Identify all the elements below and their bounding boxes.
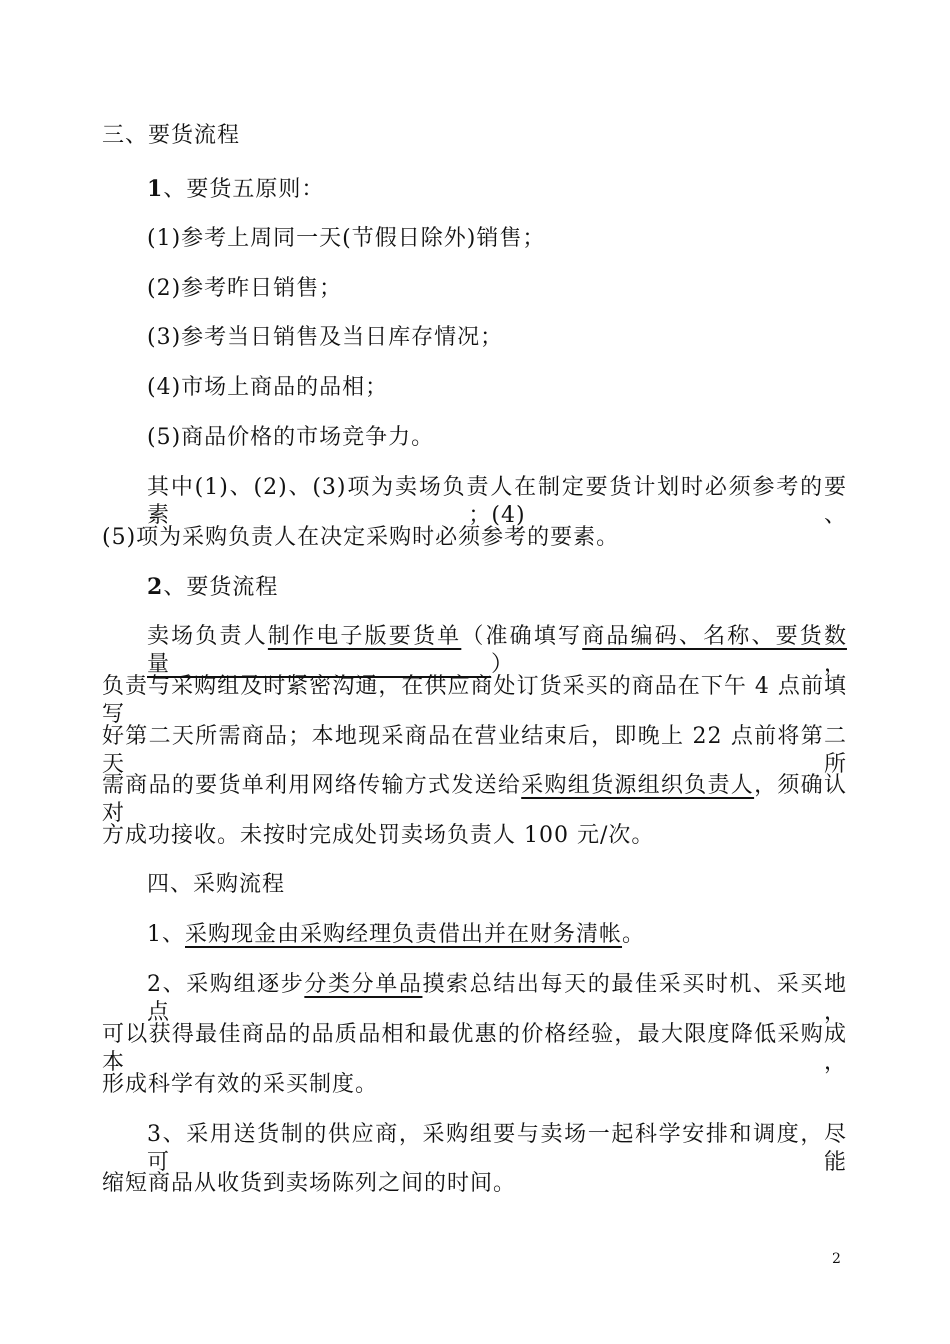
flow-paragraph-line	[147, 623, 847, 679]
flow-paragraph-line: 好第二天所需商品；本地现采商品在营业结束后，即晚上 22 点前将第二天所	[102, 724, 847, 777]
text-run: ），	[491, 652, 847, 677]
underlined-text: 采购现金由采购经理负责借出并在财务清帐	[185, 922, 623, 947]
text-run: 需商品的要货单利用网络传输方式发送给	[102, 773, 522, 798]
text-run: ，须确认对	[102, 773, 847, 826]
subheading-five-principles	[147, 175, 324, 204]
text-run: （准确填写	[461, 624, 583, 649]
text-run: 2、采购组逐步	[147, 972, 305, 997]
purchasing-item	[147, 921, 645, 949]
summary-paragraph-line: 其中(1)、(2)、(3)项为卖场负责人在制定要货计划时必须参考的要素；(4)、	[147, 475, 847, 528]
subheading-text: 、要货流程	[163, 575, 279, 600]
purchasing-item	[147, 971, 847, 1027]
principle-item: (1)参考上周同一天(节假日除外)销售；	[147, 226, 546, 251]
text-run: 。	[622, 922, 646, 947]
principle-item: (5)商品价格的市场竞争力。	[147, 425, 435, 450]
section-heading-purchasing: 四、采购流程	[147, 872, 286, 897]
page-number: 2	[832, 1251, 841, 1267]
principle-item: (2)参考昨日销售；	[147, 276, 343, 301]
underlined-text: 商品编码、名称、要货数量	[147, 624, 847, 677]
subheading-number: 1	[147, 176, 164, 202]
purchasing-paragraph-line: 形成科学有效的采买制度。	[102, 1072, 379, 1097]
underlined-text: 采购组货源组织负责人	[521, 773, 755, 798]
subheading-text: 、要货五原则：	[163, 177, 325, 202]
flow-paragraph-line: 负责与采购组及时紧密沟通，在供应商处订货采买的商品在下午 4 点前填写	[102, 674, 847, 727]
principle-item: (4)市场上商品的品相；	[147, 375, 389, 400]
purchasing-paragraph-line: 缩短商品从收货到卖场陈列之间的时间。	[102, 1171, 517, 1196]
purchasing-paragraph-line: 可以获得最佳商品的品质品相和最优惠的价格经验，最大限度降低采购成本，	[102, 1022, 847, 1075]
principle-item: (3)参考当日销售及当日库存情况；	[147, 325, 504, 350]
section-heading-procurement-request: 三、要货流程	[102, 123, 241, 148]
flow-paragraph-line: 方成功接收。未按时完成处罚卖场负责人 100 元/次。	[102, 823, 655, 848]
text-run: 1、	[147, 922, 185, 947]
summary-paragraph-line: (5)项为采购负责人在决定采购时必须参考的要素。	[102, 525, 620, 550]
text-run: 卖场负责人	[147, 624, 268, 649]
underlined-text: 分类分单品	[304, 972, 423, 997]
text-run: 摸索总结出每天的最佳采买时机、采买地点，	[147, 972, 847, 1025]
flow-paragraph-line	[102, 772, 847, 828]
purchasing-item: 3、采用送货制的供应商，采购组要与卖场一起科学安排和调度，尽可能	[147, 1122, 847, 1175]
subheading-request-flow	[147, 573, 278, 602]
underlined-text: 制作电子版要货单	[267, 624, 462, 649]
subheading-number: 2	[147, 574, 164, 600]
